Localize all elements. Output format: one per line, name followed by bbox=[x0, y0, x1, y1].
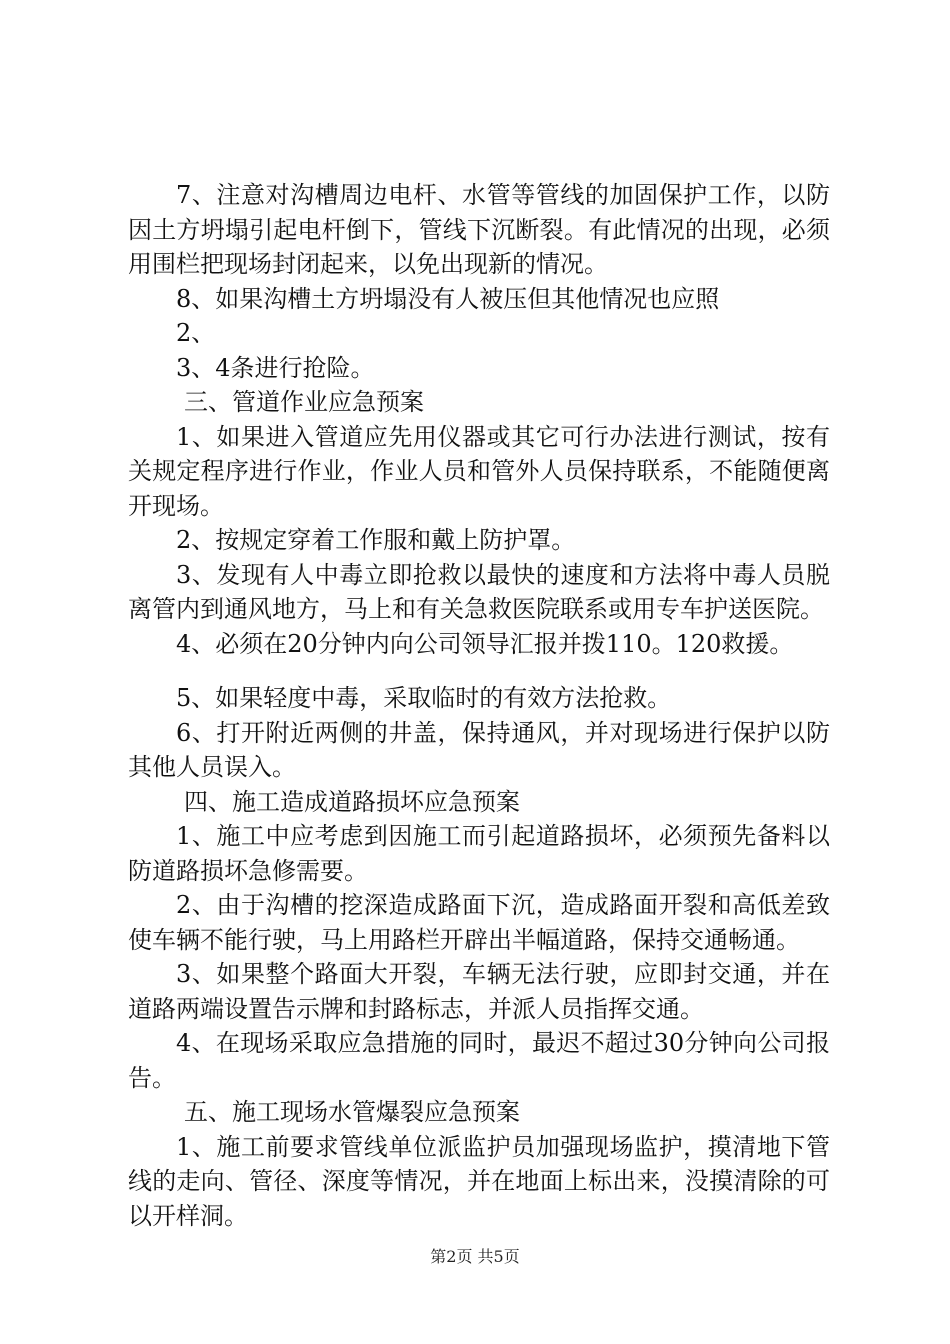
paragraph-water-1: 1、施工前要求管线单位派监护员加强现场监护，摸清地下管线的走向、管径、深度等情况，并在地面上标出来，没摸清除的可以开样洞。 bbox=[128, 1132, 830, 1230]
paragraph-road-4: 4、在现场采取应急措施的同时，最迟不超过30分钟向公司报告。 bbox=[128, 1029, 830, 1092]
page-footer: 第2页 共5页 bbox=[430, 1247, 520, 1266]
paragraph-pipe-1: 1、如果进入管道应先用仪器或其它可行办法进行测试，按有关规定程序进行作业，作业人员和管外人员保持联系，不能随便离开现场。 bbox=[128, 422, 830, 520]
paragraph-item-3: 3、4条进行抢险。 bbox=[176, 353, 375, 382]
section-heading-3: 三、管道作业应急预案 bbox=[184, 388, 424, 416]
paragraph-pipe-6: 6、打开附近两侧的井盖，保持通风，并对现场进行保护以防其他人员误入。 bbox=[128, 718, 830, 781]
paragraph-road-3: 3、如果整个路面大开裂，车辆无法行驶，应即封交通，并在道路两端设置告示牌和封路标志，并派人员指挥交通。 bbox=[128, 960, 830, 1023]
document-body bbox=[128, 178, 830, 1233]
paragraph-pipe-2: 2、按规定穿着工作服和戴上防护罩。 bbox=[176, 526, 576, 554]
paragraph-road-1: 1、施工中应考虑到因施工而引起道路损坏，必须预先备料以防道路损坏急修需要。 bbox=[128, 822, 830, 885]
paragraph-road-2: 2、由于沟槽的挖深造成路面下沉，造成路面开裂和高低差致使车辆不能行驶，马上用路栏开辟出半幅道路，保持交通畅通。 bbox=[128, 891, 830, 954]
paragraph-7: 7、注意对沟槽周边电杆、水管等管线的加固保护工作，以防因土方坍塌引起电杆倒下，管线下沉断裂。有此情况的出现，必须用围栏把现场封闭起来，以免出现新的情况。 bbox=[128, 181, 830, 278]
paragraph-pipe-3: 3、发现有人中毒立即抢救以最快的速度和方法将中毒人员脱离管内到通风地方，马上和有关急救医院联系或用专车护送医院。 bbox=[128, 560, 830, 623]
paragraph-item-2: 2、 bbox=[176, 319, 216, 347]
section-heading-4: 四、施工造成道路损坏应急预案 bbox=[184, 787, 520, 816]
paragraph-8: 8、如果沟槽土方坍塌没有人被压但其他情况也应照 bbox=[176, 284, 720, 313]
section-heading-5: 五、施工现场水管爆裂应急预案 bbox=[184, 1098, 520, 1126]
paragraph-pipe-4: 4、必须在20分钟内向公司领导汇报并拨110。120救援。 bbox=[176, 629, 794, 658]
paragraph-pipe-5: 5、如果轻度中毒，采取临时的有效方法抢救。 bbox=[176, 684, 672, 712]
